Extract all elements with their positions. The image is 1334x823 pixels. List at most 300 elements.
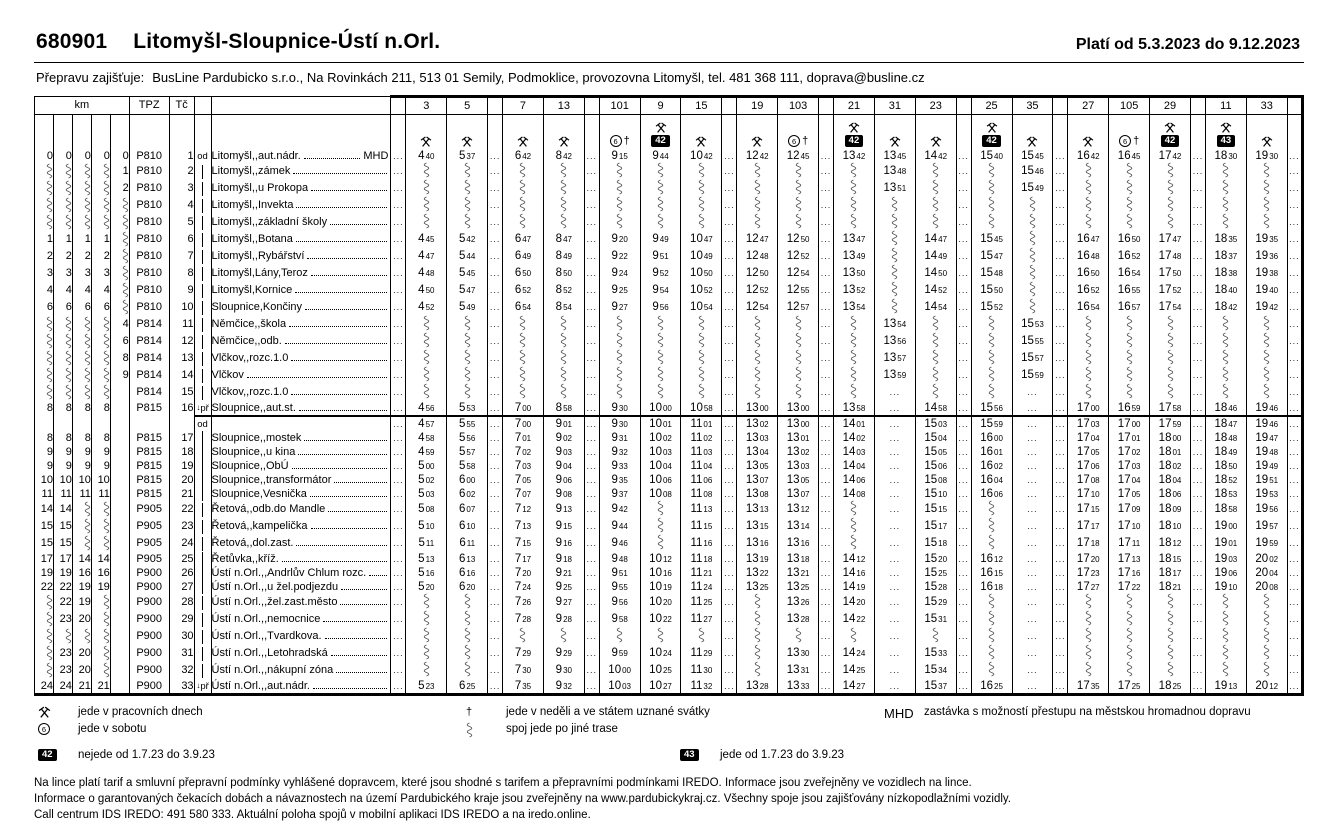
time-cell: 902 xyxy=(543,431,584,445)
separator-cell: ... xyxy=(1190,384,1205,401)
separator-cell: ... xyxy=(956,473,971,487)
km-cell: 2 xyxy=(72,248,91,265)
time-cell: ... xyxy=(1012,384,1053,401)
time-cell: 1300 xyxy=(778,416,819,431)
time-cell: 1704 xyxy=(1109,473,1150,487)
alternate-route-wavy-icon xyxy=(988,645,995,658)
separator-cell: ... xyxy=(956,299,971,316)
separator-cell: ... xyxy=(1190,487,1205,501)
separator-cell: ... xyxy=(391,662,406,679)
separator-cell: ... xyxy=(1190,248,1205,265)
km-cell: 2 xyxy=(110,180,129,197)
separator-cell: ... xyxy=(819,679,834,695)
separator-cell: ... xyxy=(584,679,599,695)
time-cell: 715 xyxy=(503,535,544,552)
marker-cell: ↓př xyxy=(194,679,211,695)
tc-cell: 13 xyxy=(169,350,194,367)
column-symbols xyxy=(1205,115,1246,150)
km-cell xyxy=(91,333,110,350)
separator-cell: ... xyxy=(488,662,503,679)
time-cell: 1715 xyxy=(1068,501,1109,518)
alternate-route-wavy-icon xyxy=(1167,384,1174,397)
alternate-route-wavy-icon xyxy=(103,595,110,607)
line-number: 680901 xyxy=(36,30,108,53)
stop-name-cell: Ústí n.Orl.,,žel.zast.město xyxy=(211,594,391,611)
time-cell: 1555 xyxy=(1012,333,1053,350)
tpz-cell: P905 xyxy=(129,518,169,535)
time-cell: ... xyxy=(1012,459,1053,473)
marker-cell xyxy=(194,431,211,445)
separator-cell: ... xyxy=(488,384,503,401)
time-cell: 1425 xyxy=(834,662,875,679)
alternate-route-wavy-icon xyxy=(65,164,72,176)
km-cell xyxy=(53,367,72,384)
legend-text: zastávka s možností přestupu na městskou hromadnou dopravu xyxy=(924,706,1251,718)
time-cell xyxy=(681,350,722,367)
stop-name-cell: Ústí n.Orl.,,nemocnice xyxy=(211,611,391,628)
separator-cell: ... xyxy=(956,580,971,594)
time-cell: 556 xyxy=(447,431,488,445)
separator-cell: ... xyxy=(1190,628,1205,645)
time-cell: 1750 xyxy=(1150,265,1191,282)
alternate-route-wavy-icon xyxy=(84,198,91,210)
alternate-route-wavy-icon xyxy=(1126,350,1133,363)
time-cell: 1024 xyxy=(640,645,681,662)
km-cell: 9 xyxy=(53,459,72,473)
time-cell: ... xyxy=(874,518,915,535)
time-cell: ... xyxy=(1012,518,1053,535)
column-symbols xyxy=(1068,115,1109,150)
time-cell: 1537 xyxy=(915,679,956,695)
time-cell: 849 xyxy=(543,248,584,265)
alternate-route-wavy-icon xyxy=(850,518,857,531)
stop-row xyxy=(35,401,1303,416)
column-number: 9 xyxy=(640,97,681,115)
timetable xyxy=(34,95,1304,696)
time-cell: 1642 xyxy=(1068,149,1109,163)
alternate-route-wavy-icon xyxy=(46,629,53,641)
alternate-route-wavy-icon xyxy=(1029,214,1036,227)
alternate-route-wavy-icon xyxy=(122,215,129,227)
separator-cell: ... xyxy=(722,611,737,628)
separator-cell: ... xyxy=(584,384,599,401)
column-number: 27 xyxy=(1068,97,1109,115)
time-cell xyxy=(971,501,1012,518)
alternate-route-wavy-icon xyxy=(46,385,53,397)
time-cell: 1842 xyxy=(1205,299,1246,316)
separator-cell: ... xyxy=(819,299,834,316)
separator-cell: ... xyxy=(1190,566,1205,580)
time-cell xyxy=(1068,333,1109,350)
separator-cell: ... xyxy=(722,384,737,401)
validity-period: Platí od 5.3.2023 do 9.12.2023 xyxy=(1075,36,1300,53)
km-cell: 3 xyxy=(91,265,110,282)
tc-cell: 1 xyxy=(169,149,194,163)
time-cell xyxy=(640,163,681,180)
time-cell: 701 xyxy=(503,431,544,445)
time-cell xyxy=(971,594,1012,611)
km-cell xyxy=(110,518,129,535)
km-cell: 15 xyxy=(53,535,72,552)
alternate-route-wavy-icon xyxy=(850,163,857,176)
note-42-badge: 42 xyxy=(1161,135,1180,147)
km-cell: 20 xyxy=(72,611,91,628)
separator-cell: ... xyxy=(1287,552,1302,566)
time-cell xyxy=(834,384,875,401)
tpz-cell: P815 xyxy=(129,431,169,445)
alternate-route-wavy-icon xyxy=(1222,163,1229,176)
time-cell: 1725 xyxy=(1109,679,1150,695)
alternate-route-wavy-icon xyxy=(988,350,995,363)
alternate-route-wavy-icon xyxy=(850,316,857,329)
time-cell: 925 xyxy=(543,580,584,594)
workdays-icon xyxy=(848,122,860,133)
time-cell: 918 xyxy=(543,552,584,566)
km-cell: 8 xyxy=(91,401,110,416)
km-cell: 4 xyxy=(91,282,110,299)
time-cell: 1305 xyxy=(778,473,819,487)
alternate-route-wavy-icon xyxy=(1167,628,1174,641)
km-cell: 9 xyxy=(72,445,91,459)
separator-cell: ... xyxy=(1190,473,1205,487)
separator-cell: ... xyxy=(391,180,406,197)
time-cell xyxy=(543,214,584,231)
marker-cell xyxy=(194,611,211,628)
km-cell: 11 xyxy=(35,487,54,501)
time-cell: 1709 xyxy=(1109,501,1150,518)
alternate-route-wavy-icon xyxy=(65,385,72,397)
operator-line xyxy=(34,63,1304,95)
alternate-route-wavy-icon xyxy=(46,317,53,329)
km-cell: 2 xyxy=(53,248,72,265)
km-cell xyxy=(110,299,129,316)
alternate-route-wavy-icon xyxy=(754,214,761,227)
time-cell xyxy=(971,197,1012,214)
separator-cell: ... xyxy=(391,445,406,459)
alternate-route-wavy-icon xyxy=(122,266,129,278)
alternate-route-wavy-icon xyxy=(122,283,129,295)
time-cell: 1350 xyxy=(834,265,875,282)
time-cell xyxy=(1246,163,1287,180)
column-symbols xyxy=(834,115,875,150)
km-cell xyxy=(72,416,91,431)
column-symbols xyxy=(681,115,722,150)
time-cell: ... xyxy=(1012,552,1053,566)
time-cell xyxy=(1246,384,1287,401)
note-42-badge: 42 xyxy=(651,135,670,147)
stop-row xyxy=(35,180,1303,197)
time-cell xyxy=(1205,197,1246,214)
time-cell: 1303 xyxy=(778,459,819,473)
separator-cell: ... xyxy=(1287,163,1302,180)
tc-cell: 3 xyxy=(169,180,194,197)
time-cell: ... xyxy=(1012,535,1053,552)
alternate-route-wavy-icon xyxy=(560,333,567,346)
marker-cell xyxy=(194,535,211,552)
time-cell: 1540 xyxy=(971,149,1012,163)
separator-cell: ... xyxy=(488,566,503,580)
km-cell: 9 xyxy=(53,445,72,459)
time-cell xyxy=(599,197,640,214)
time-cell xyxy=(681,333,722,350)
time-cell: 1612 xyxy=(971,552,1012,566)
separator-cell: ... xyxy=(1287,149,1302,163)
stop-row xyxy=(35,459,1303,473)
tc-cell: 23 xyxy=(169,518,194,535)
km-cell: 6 xyxy=(72,299,91,316)
separator-cell: ... xyxy=(584,594,599,611)
separator-cell: ... xyxy=(1190,197,1205,214)
time-cell: 930 xyxy=(543,662,584,679)
alternate-route-wavy-icon xyxy=(891,231,898,244)
alternate-route-wavy-icon xyxy=(423,350,430,363)
km-cell xyxy=(91,645,110,662)
time-cell: 1601 xyxy=(971,445,1012,459)
separator-cell: ... xyxy=(956,662,971,679)
stop-name-cell: Sloupnice,,mostek xyxy=(211,431,391,445)
km-cell: 0 xyxy=(91,149,110,163)
time-cell xyxy=(1246,197,1287,214)
alternate-route-wavy-icon xyxy=(616,333,623,346)
separator-cell xyxy=(584,115,599,150)
alternate-route-wavy-icon xyxy=(103,629,110,641)
column-number: 7 xyxy=(503,97,544,115)
alternate-route-wavy-icon xyxy=(1085,197,1092,210)
marker-cell xyxy=(194,265,211,282)
separator-cell: ... xyxy=(722,248,737,265)
stop-row xyxy=(35,594,1303,611)
alternate-route-wavy-icon xyxy=(423,333,430,346)
alternate-route-wavy-icon xyxy=(891,197,898,210)
stop-name-cell: Řetová,,odb.do Mandle xyxy=(211,501,391,518)
time-cell: ... xyxy=(874,662,915,679)
alternate-route-wavy-icon xyxy=(1263,316,1270,329)
separator-cell: ... xyxy=(1053,163,1068,180)
time-cell: 456 xyxy=(406,401,447,416)
time-cell: 1420 xyxy=(834,594,875,611)
legend-item-note-43 xyxy=(676,749,1304,761)
time-cell xyxy=(1205,645,1246,662)
separator-cell: ... xyxy=(1053,645,1068,662)
alternate-route-wavy-icon xyxy=(1222,350,1229,363)
time-cell: 1742 xyxy=(1150,149,1191,163)
time-cell xyxy=(543,628,584,645)
time-cell: 720 xyxy=(503,566,544,580)
time-cell: 1008 xyxy=(640,487,681,501)
km-cell: 22 xyxy=(35,580,54,594)
time-cell xyxy=(1068,316,1109,333)
time-cell: 1352 xyxy=(834,282,875,299)
alternate-route-wavy-icon xyxy=(932,350,939,363)
time-cell: 1022 xyxy=(640,611,681,628)
alternate-route-wavy-icon xyxy=(103,385,110,397)
alternate-route-wavy-icon xyxy=(519,367,526,380)
time-cell: 1242 xyxy=(737,149,778,163)
time-cell: 549 xyxy=(447,299,488,316)
km-cell xyxy=(110,445,129,459)
time-cell: 1454 xyxy=(915,299,956,316)
column-symbols xyxy=(1246,115,1287,150)
tpz-cell: P810 xyxy=(129,265,169,282)
note-line: Na lince platí tarif a smluvní přepravní podmínky vyhlášené dopravcem, které jsou shodné s tarifem a přepravními podmínkami IREDO. Informace jsou zveřejněny ve vozidlech na lince. xyxy=(34,777,972,789)
time-cell xyxy=(1205,628,1246,645)
km-cell xyxy=(110,628,129,645)
separator-cell: ... xyxy=(819,445,834,459)
km-cell xyxy=(53,350,72,367)
alternate-route-wavy-icon xyxy=(988,163,995,176)
km-cell: 14 xyxy=(35,501,54,518)
separator-cell: ... xyxy=(1190,282,1205,299)
separator-cell: ... xyxy=(1287,566,1302,580)
alternate-route-wavy-icon xyxy=(103,181,110,193)
legend-row xyxy=(34,723,1304,737)
time-cell: 1127 xyxy=(681,611,722,628)
alternate-route-wavy-icon xyxy=(1167,662,1174,675)
column-number: 25 xyxy=(971,97,1012,115)
separator-cell: ... xyxy=(956,431,971,445)
column-number: 23 xyxy=(915,97,956,115)
time-cell: 1830 xyxy=(1205,149,1246,163)
time-cell: ... xyxy=(874,535,915,552)
separator-cell: ... xyxy=(584,416,599,431)
time-cell: 545 xyxy=(447,265,488,282)
km-cell: 23 xyxy=(53,611,72,628)
stop-name-cell: Sloupnice,,u kina xyxy=(211,445,391,459)
tpz-cell: P810 xyxy=(129,248,169,265)
separator-cell: ... xyxy=(819,431,834,445)
separator-cell: ... xyxy=(1190,594,1205,611)
time-cell: 1800 xyxy=(1150,431,1191,445)
alternate-route-wavy-icon xyxy=(423,316,430,329)
alternate-route-wavy-icon xyxy=(1085,350,1092,363)
time-cell: 1559 xyxy=(1012,367,1053,384)
time-cell: 1002 xyxy=(640,431,681,445)
alternate-route-wavy-icon xyxy=(46,595,53,607)
time-cell: 1006 xyxy=(640,473,681,487)
tc-cell xyxy=(169,115,194,150)
alternate-route-wavy-icon xyxy=(988,501,995,514)
time-cell: 1706 xyxy=(1068,459,1109,473)
time-cell: 1533 xyxy=(915,645,956,662)
separator-cell: ... xyxy=(819,231,834,248)
alternate-route-wavy-icon xyxy=(1263,384,1270,397)
alternate-route-wavy-icon xyxy=(464,350,471,363)
time-cell: 1850 xyxy=(1205,459,1246,473)
time-cell: 620 xyxy=(447,580,488,594)
stop-row xyxy=(35,231,1303,248)
alternate-route-wavy-icon xyxy=(795,384,802,397)
time-cell: 901 xyxy=(543,416,584,431)
time-cell: 1004 xyxy=(640,459,681,473)
tpz-cell: P810 xyxy=(129,163,169,180)
time-cell: 1257 xyxy=(778,299,819,316)
time-cell xyxy=(447,594,488,611)
sunday-holiday-icon: † xyxy=(1133,134,1140,147)
time-cell: 1812 xyxy=(1150,535,1191,552)
time-cell: 1946 xyxy=(1246,401,1287,416)
alternate-route-wavy-icon xyxy=(1085,214,1092,227)
separator-cell: ... xyxy=(1053,299,1068,316)
time-cell xyxy=(640,350,681,367)
separator-cell: ... xyxy=(584,473,599,487)
km-cell: 14 xyxy=(72,552,91,566)
alternate-route-wavy-icon xyxy=(988,316,995,329)
separator-cell xyxy=(488,115,503,150)
separator-cell: ... xyxy=(391,214,406,231)
tpz-cell: P900 xyxy=(129,580,169,594)
time-cell: 1515 xyxy=(915,501,956,518)
separator-cell xyxy=(1287,115,1302,150)
km-cell xyxy=(91,662,110,679)
time-cell: 956 xyxy=(640,299,681,316)
stop-row xyxy=(35,163,1303,180)
time-cell: 1520 xyxy=(915,552,956,566)
alternate-route-wavy-icon xyxy=(464,333,471,346)
km-cell xyxy=(91,611,110,628)
time-cell: 932 xyxy=(543,679,584,695)
stop-row xyxy=(35,535,1303,552)
km-cell: 24 xyxy=(53,679,72,695)
separator-cell: ... xyxy=(488,445,503,459)
km-cell: 8 xyxy=(53,431,72,445)
time-cell: 1020 xyxy=(640,594,681,611)
stop-row xyxy=(35,566,1303,580)
km-cell: 23 xyxy=(53,645,72,662)
separator-cell: ... xyxy=(488,518,503,535)
alternate-route-wavy-icon xyxy=(1029,282,1036,295)
alternate-route-wavy-icon xyxy=(1085,645,1092,658)
time-cell xyxy=(1109,367,1150,384)
time-cell xyxy=(971,350,1012,367)
time-cell xyxy=(874,265,915,282)
time-cell xyxy=(1150,645,1191,662)
time-cell: ... xyxy=(1012,611,1053,628)
tpz-cell: P814 xyxy=(129,316,169,333)
km-cell: 1 xyxy=(110,163,129,180)
alternate-route-wavy-icon xyxy=(988,367,995,380)
time-cell: 1416 xyxy=(834,566,875,580)
column-symbols xyxy=(1012,115,1053,150)
separator-cell: ... xyxy=(391,197,406,214)
time-cell: ... xyxy=(1012,662,1053,679)
separator-cell: ... xyxy=(584,611,599,628)
km-cell: 19 xyxy=(91,580,110,594)
separator-cell: ... xyxy=(1053,628,1068,645)
separator-cell: ... xyxy=(1190,367,1205,384)
km-cell: 10 xyxy=(91,473,110,487)
alternate-route-wavy-icon xyxy=(84,181,91,193)
time-cell: 1247 xyxy=(737,231,778,248)
workdays-icon xyxy=(1220,122,1232,133)
time-cell: 1718 xyxy=(1068,535,1109,552)
time-cell xyxy=(874,299,915,316)
separator-cell: ... xyxy=(1053,679,1068,695)
separator-cell: ... xyxy=(1053,384,1068,401)
time-cell: 1328 xyxy=(737,679,778,695)
alternate-route-wavy-icon xyxy=(850,180,857,193)
time-cell: 1810 xyxy=(1150,518,1191,535)
separator-cell: ... xyxy=(956,350,971,367)
time-cell: 1710 xyxy=(1109,518,1150,535)
separator-cell: ... xyxy=(1190,231,1205,248)
alternate-route-wavy-icon xyxy=(46,334,53,346)
time-cell: 1347 xyxy=(834,231,875,248)
column-number: 29 xyxy=(1150,97,1191,115)
column-number: 5 xyxy=(447,97,488,115)
separator-cell: ... xyxy=(722,580,737,594)
separator-cell: ... xyxy=(488,487,503,501)
alternate-route-wavy-icon xyxy=(423,645,430,658)
